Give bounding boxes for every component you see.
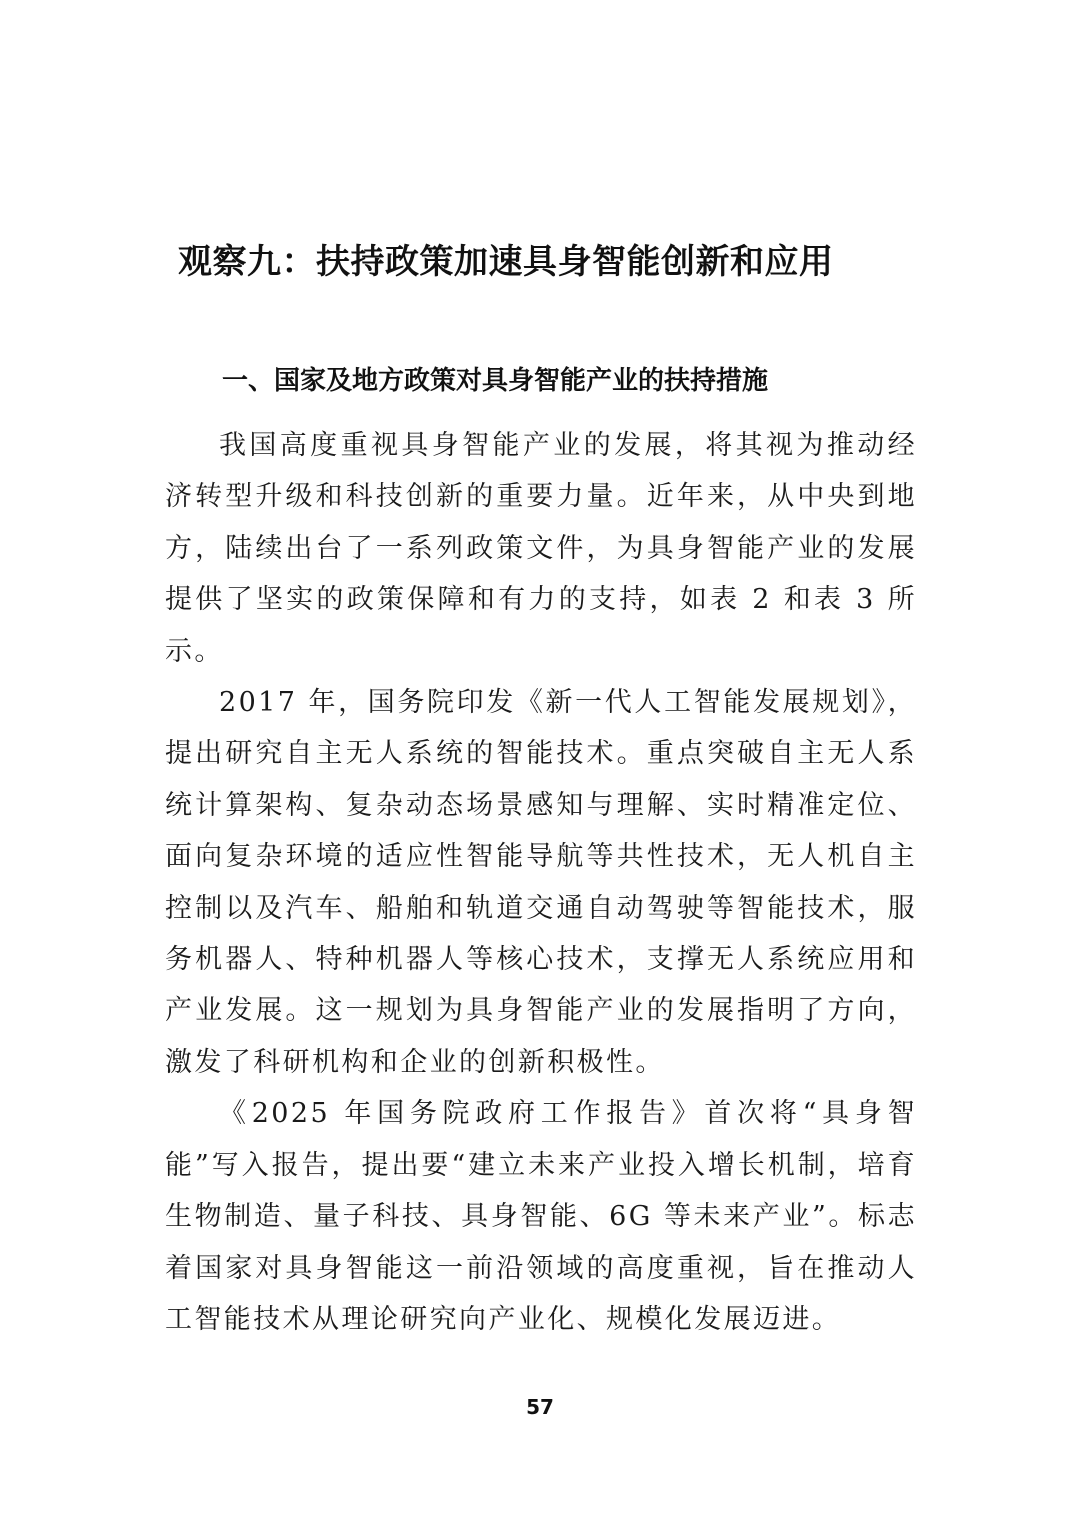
chapter-title: 观察九：扶持政策加速具身智能创新和应用 <box>178 242 834 282</box>
paragraph-2: 2017 年，国务院印发《新一代人工智能发展规划》，提出研究自主无人系统的智能技术。重点突破自主无人系统计算架构、复杂动态场景感知与理解、实时精准定位、面向复杂环境的适应性智能导航等共性技术，无人机自主控制以及汽车、船舶和轨道交通自动驾驶等智能技术，服务机器人、特种机器人等核心技术，支撑无人系统应用和产业发展。这一规划为具身智能产业的发展指明了方向，激发了科研机构和企业的创新积极性。 <box>165 687 917 1078</box>
page-number: 57 <box>526 1395 554 1419</box>
paragraph-1: 我国高度重视具身智能产业的发展，将其视为推动经济转型升级和科技创新的重要力量。近年来，从中央到地方，陆续出台了一系列政策文件，为具身智能产业的发展提供了坚实的政策保障和有力的支持，如表 2 和表 3 所示。 <box>165 430 917 667</box>
section-heading: 一、国家及地方政策对具身智能产业的扶持措施 <box>222 366 769 396</box>
body-text <box>165 420 917 1345</box>
paragraph-3: 《2025 年国务院政府工作报告》首次将“具身智能”写入报告，提出要“建立未来产业投入增长机制，培育生物制造、量子科技、具身智能、6G 等未来产业”。标志着国家对具身智能这一前沿领域的高度重视，旨在推动人工智能技术从理论研究向产业化、规模化发展迈进。 <box>165 1098 917 1335</box>
